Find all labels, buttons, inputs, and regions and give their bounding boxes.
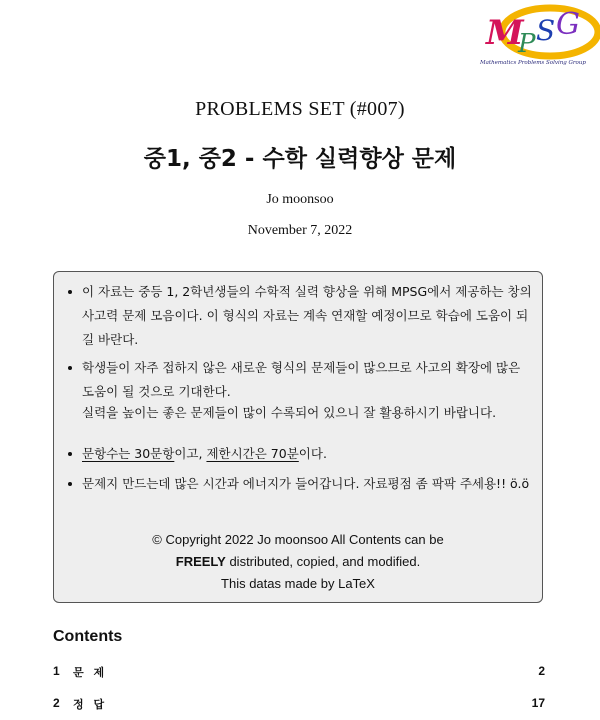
svg-text:P: P bbox=[518, 29, 536, 59]
notice-bullet-request: 문제지 만드는데 많은 시간과 에너지가 들어갑니다. 자료평점 좀 팍팍 주세용!! ö.ö bbox=[82, 472, 532, 496]
logo-graphic bbox=[478, 0, 600, 78]
latex-logo: LaTeX bbox=[338, 576, 375, 591]
toc-entry-answers[interactable] bbox=[53, 696, 545, 714]
contents-heading: Contents bbox=[53, 628, 123, 645]
author-name: Jo moonsoo bbox=[266, 192, 334, 207]
notice-extra-line: 실력을 높이는 좋은 문제들이 많이 수록되어 있으니 잘 활용하시기 바랍니다. bbox=[82, 405, 497, 420]
toc-entry-problems[interactable] bbox=[53, 664, 545, 682]
toc-entry-page[interactable]: 17 bbox=[531, 696, 545, 710]
time-limit: 제한시간은 70분 bbox=[206, 446, 299, 461]
question-count: 문항수는 30문항 bbox=[82, 446, 175, 461]
main-title: 중1, 중2 - 수학 실력향상 문제 bbox=[143, 146, 457, 172]
copyright-line-3-text: This datas made by bbox=[221, 576, 339, 591]
copyright-notice bbox=[54, 529, 542, 595]
notice-bullet-question-info bbox=[82, 442, 532, 466]
notice-bullet-purpose: 이 자료는 중등 1, 2학년생들의 수학적 실력 향상을 위해 MPSG에서 제공하는 창의 사고력 문제 모음이다. 이 형식의 자료는 계속 연재할 예정이므로 학습에 도움이 되길 바란다. bbox=[82, 280, 532, 352]
toc-entry-title[interactable]: 정 답 bbox=[73, 698, 108, 711]
svg-text:S: S bbox=[536, 14, 556, 47]
copyright-line-3 bbox=[54, 573, 542, 595]
toc-entry-number: 2 bbox=[53, 696, 60, 710]
question-info-ending: 이다. bbox=[298, 446, 327, 461]
copyright-freely: FREELY bbox=[175, 554, 226, 569]
toc-entry-title[interactable]: 문 제 bbox=[73, 666, 108, 679]
notice-bullet-expectation: 학생들이 자주 접하지 않은 새로운 형식의 문제들이 많으므로 사고의 확장에 많은 도움이 될 것으로 기대한다. bbox=[82, 356, 532, 404]
svg-text:M: M bbox=[486, 13, 524, 53]
document-date: November 7, 2022 bbox=[247, 223, 353, 238]
question-info-connector: 이고, bbox=[174, 446, 207, 461]
svg-text:G: G bbox=[556, 7, 580, 42]
copyright-line-2-text: distributed, copied, and modified. bbox=[225, 554, 421, 569]
mpsg-logo bbox=[478, 0, 600, 78]
problem-set-title: PROBLEMS SET (#007) bbox=[195, 98, 405, 120]
notice-box bbox=[53, 271, 543, 603]
toc-entry-number: 1 bbox=[53, 664, 60, 678]
copyright-line-2 bbox=[54, 551, 542, 573]
toc-entry-page[interactable]: 2 bbox=[538, 664, 545, 678]
logo-subtitle: Mathematics Problems Solving Group bbox=[480, 60, 586, 66]
copyright-line-1: © Copyright 2022 Jo moonsoo All Contents can be bbox=[152, 532, 444, 547]
